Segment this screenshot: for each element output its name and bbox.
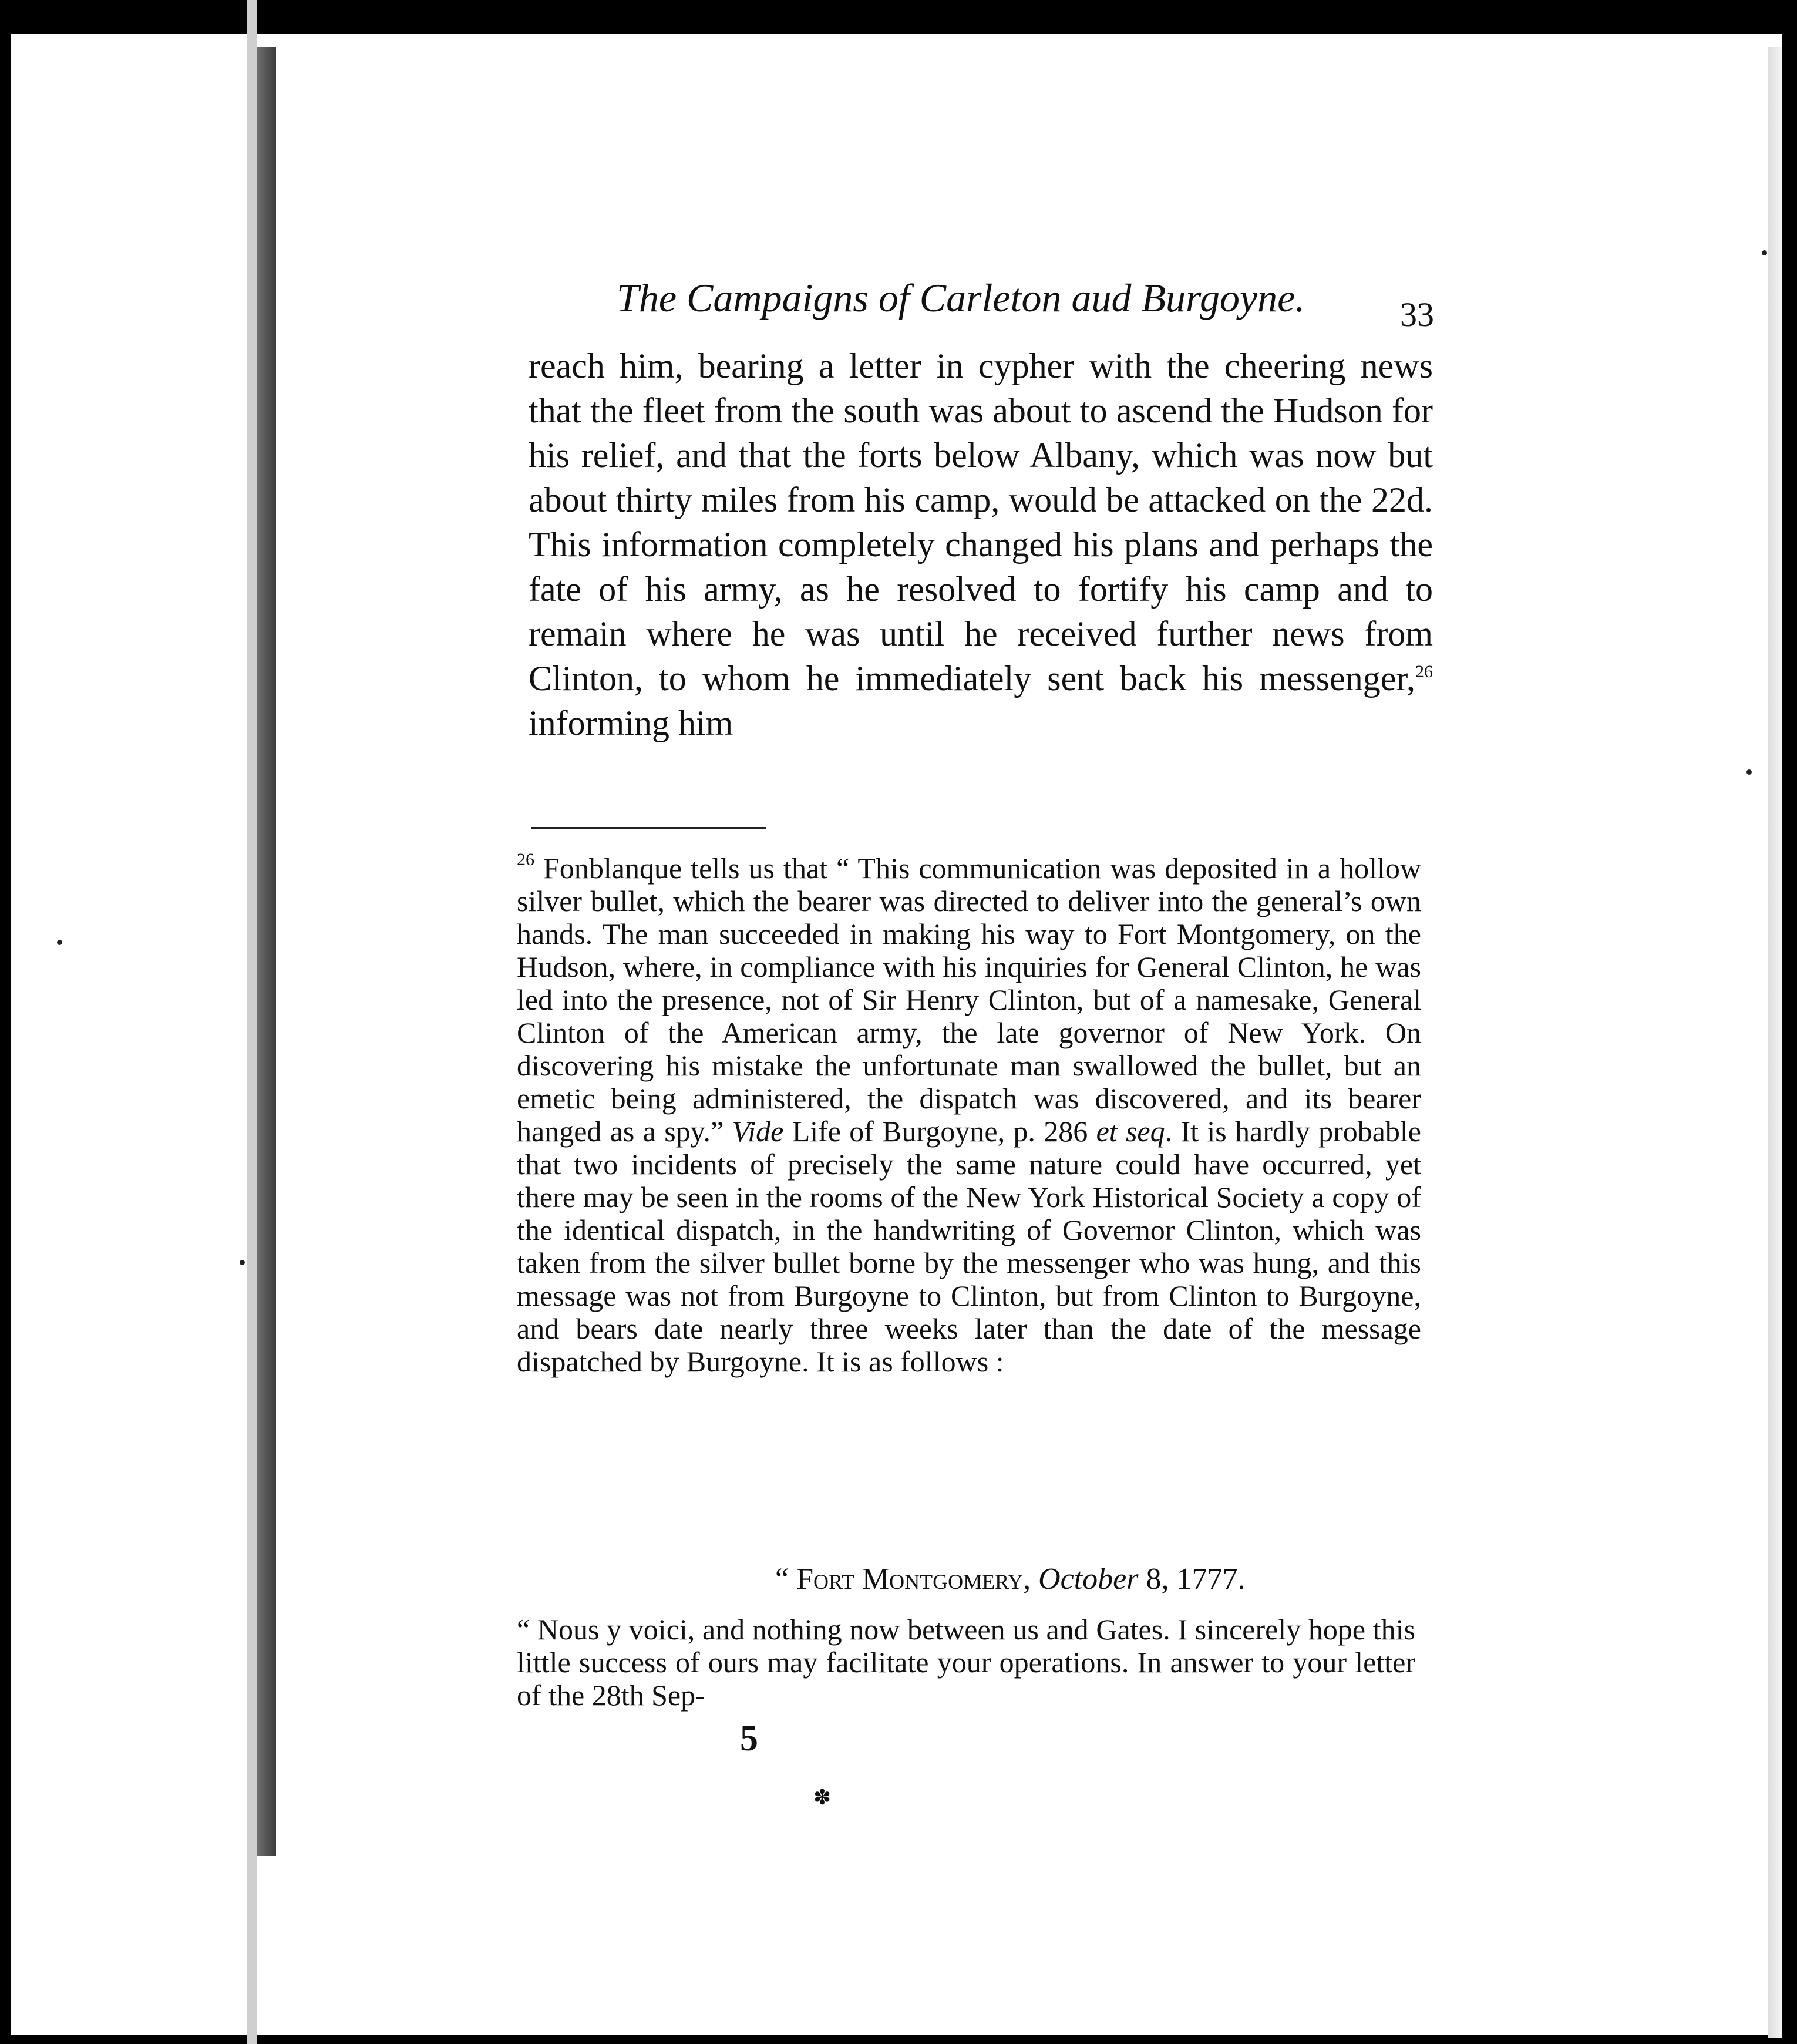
footnote-rule <box>531 827 766 829</box>
letter-dateline <box>775 1559 1392 1600</box>
page-number: 33 <box>1400 295 1434 334</box>
page-edge <box>1768 47 1782 2038</box>
footnote-number: 26 <box>517 850 534 869</box>
footnote-text: Fonblanque tells us that “ This communication was deposited in a hollow silver bullet, which the bearer was directed to deliver into the general’s own hands. The man succeeded in making his way to Fort Montgomery, on the Hudson, where, in compliance with his inquiries for General Clinton, he was led into the presence, not of Sir Henry Clinton, but of a namesake, General Clinton of the American army, the late governor of New York. On discovering his mistake the unfortunate man swallowed the bullet, but an emetic being administered, the dispatch was discovered, and its bearer hanged as a spy.” <box>517 852 1421 1148</box>
footnote-vide: Vide <box>732 1115 784 1148</box>
body-paragraph <box>529 344 1433 745</box>
dateline-quote: “ <box>775 1562 797 1596</box>
scan-frame-bottom <box>0 2035 1797 2044</box>
speck-mark <box>1762 250 1767 256</box>
footnote <box>517 852 1421 1378</box>
ornament-icon: ✽ <box>813 1786 832 1809</box>
signature-mark: 5 <box>740 1719 758 1759</box>
footnote-et-seq: et seq <box>1096 1115 1165 1148</box>
scan-frame-left <box>0 0 11 2044</box>
footnote-text: Life of Burgoyne, p. 286 <box>783 1115 1096 1148</box>
quoted-letter: “ Nous y voici, and nothing now between us and Gates. I sincerely hope this little success of ours may facilitate your operations. In answer to your letter of the 28th Sep- <box>517 1613 1415 1712</box>
scan-frame-right <box>1782 0 1797 2044</box>
dateline-day-year: 8, 1777. <box>1138 1562 1246 1596</box>
running-header: The Campaigns of Carleton aud Burgoyne. <box>617 275 1305 320</box>
body-text-continued: informing him <box>529 704 733 742</box>
book-spine <box>257 47 276 1856</box>
gutter-shadow <box>247 0 257 2044</box>
dateline-month: October <box>1038 1562 1139 1596</box>
body-text: reach him, bearing a letter in cypher with the cheering news that the fleet from the south was about to ascend the Hudson for his relief, and that the forts below Albany, which was now but about thirty miles from his camp, would be attacked on the 22d. This information completely changed his plans and perhaps the fate of his army, as he resolved to fortify his camp and to remain where he was until he received further news from Clinton, to whom he immediately sent back his messenger, <box>529 347 1433 698</box>
speck-mark <box>240 1260 245 1265</box>
speck-mark <box>1746 769 1752 775</box>
scan-frame-top <box>0 0 1797 34</box>
footnote-reference: 26 <box>1415 662 1433 681</box>
speck-mark <box>57 940 62 945</box>
footnote-text: . It is hardly probable that two incidents of precisely the same nature could have occurred, yet there may be seen in the rooms of the New York Historical Society a copy of the identical dispatch, in the handwriting of Governor Clinton, which was taken from the silver bullet borne by the messenger who was hung, and this message was not from Burgoyne to Clinton, but from Clinton to Burgoyne, and bears date nearly three weeks later than the date of the message dispatched by Burgoyne. It is as follows : <box>517 1115 1421 1378</box>
dateline-place: Fort Montgomery, <box>796 1562 1031 1596</box>
